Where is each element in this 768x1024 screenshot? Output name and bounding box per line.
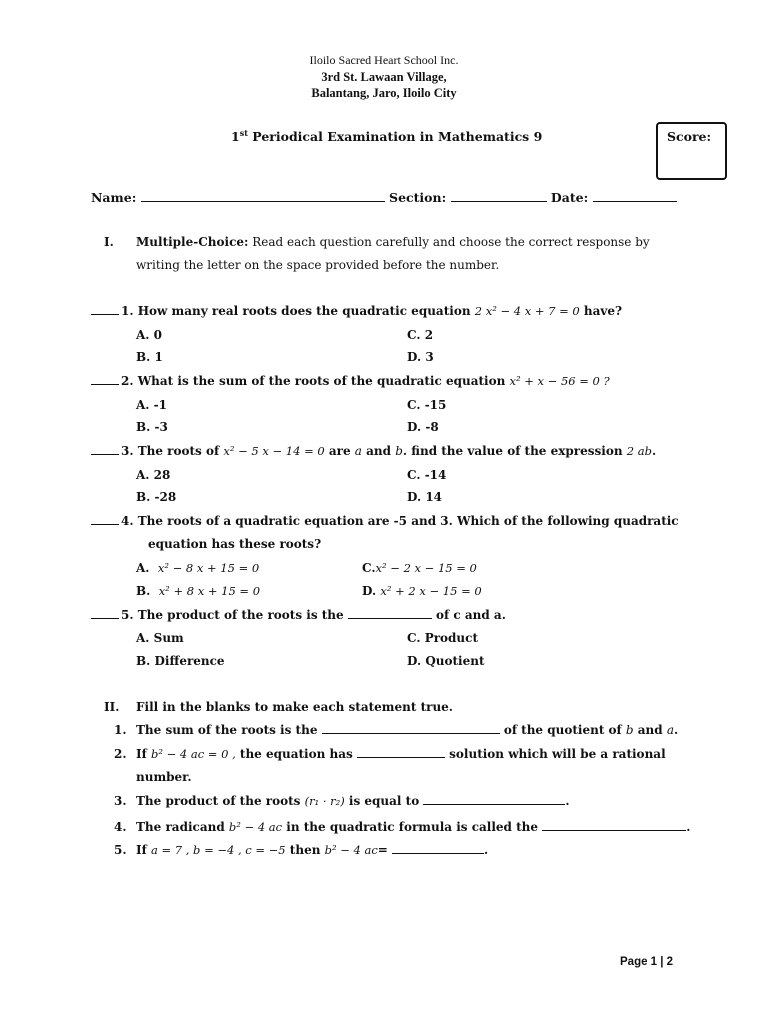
q1-option-d: D. 3	[407, 350, 434, 364]
q1-option-b: B. 1	[136, 350, 163, 364]
part2-heading: Fill in the blanks to make each statement true.	[136, 700, 453, 714]
fill-blank-2[interactable]	[357, 747, 445, 758]
fill-blank-3[interactable]	[423, 794, 565, 805]
question-2: 2. What is the sum of the roots of the quadratic equation x² + x − 56 = 0 ?	[91, 374, 610, 388]
q3-option-b: B. -28	[136, 490, 177, 504]
fill-blank-4[interactable]	[542, 820, 686, 831]
fill-blank-1[interactable]	[322, 723, 500, 734]
q1-option-a: A. 0	[136, 328, 163, 342]
q4-option-b: B. x² + 8 x + 15 = 0	[136, 584, 261, 598]
answer-blank-5[interactable]	[91, 608, 119, 619]
q5-option-a: A. Sum	[136, 631, 184, 645]
q5-option-b: B. Difference	[136, 654, 225, 668]
q2-option-a: A. -1	[136, 398, 167, 412]
question-5: 5. The product of the roots is the of c and a.	[91, 608, 506, 622]
q3-option-d: D. 14	[407, 490, 443, 504]
q4-option-d: D. x² + 2 x − 15 = 0	[362, 584, 482, 598]
date-label: Date:	[550, 190, 589, 205]
name-field[interactable]	[141, 191, 385, 202]
name-label: Name:	[91, 190, 137, 205]
q3-option-c: C. -14	[407, 468, 447, 482]
fill-item-4-number: 4.	[114, 820, 127, 834]
q4-option-a: A. x² − 8 x + 15 = 0	[136, 561, 260, 575]
fill-item-4: The radicand b² − 4 ac in the quadratic formula is called the .	[136, 820, 691, 834]
fill-item-2-line-2: number.	[136, 770, 192, 784]
address-line-2: Balantang, Jaro, Iloilo City	[311, 86, 457, 100]
answer-blank-2[interactable]	[91, 374, 119, 385]
exam-title: 1st Periodical Examination in Mathematics 9	[231, 128, 543, 145]
answer-blank-1[interactable]	[91, 304, 119, 315]
answer-blank-3[interactable]	[91, 444, 119, 455]
part1-instructions-2: writing the letter on the space provided before the number.	[136, 258, 500, 272]
fill-item-3-number: 3.	[114, 794, 127, 808]
date-field[interactable]	[593, 191, 677, 202]
fill-item-2-number: 2.	[114, 747, 127, 761]
score-box	[656, 122, 727, 180]
section-label: Section:	[389, 190, 447, 205]
part2-roman: II.	[104, 700, 120, 714]
score-label: Score:	[667, 129, 712, 144]
part1-roman: I.	[104, 235, 114, 249]
page-number: Page 1 | 2	[620, 956, 674, 968]
student-info-line	[91, 190, 677, 205]
question-1: 1. How many real roots does the quadratic equation 2 x² − 4 x + 7 = 0 have?	[91, 304, 622, 318]
question-4: 4. The roots of a quadratic equation are -5 and 3. Which of the following quadratic	[91, 514, 679, 528]
fill-item-1: The sum of the roots is the of the quotient of b and a.	[136, 723, 679, 737]
answer-blank-4[interactable]	[91, 514, 119, 525]
q4-option-c: C.x² − 2 x − 15 = 0	[362, 561, 477, 575]
question-3: 3. The roots of x² − 5 x − 14 = 0 are a and b. find the value of the expression 2 ab.	[91, 444, 656, 458]
question-4-line-2: equation has these roots?	[148, 537, 322, 551]
q5-option-d: D. Quotient	[407, 654, 485, 668]
school-name: Iloilo Sacred Heart School Inc.	[309, 53, 459, 67]
address-line-1: 3rd St. Lawaan Village,	[321, 70, 447, 84]
part1-instructions: Multiple-Choice: Read each question carefully and choose the correct response by	[136, 235, 650, 249]
fill-item-2: If b² − 4 ac = 0 , the equation has solution which will be a rational	[136, 747, 666, 761]
q2-option-b: B. -3	[136, 420, 168, 434]
section-field[interactable]	[451, 191, 547, 202]
q2-option-c: C. -15	[407, 398, 447, 412]
fill-item-3: The product of the roots (r₁ · r₂) is equal to .	[136, 794, 570, 808]
fill-blank-5[interactable]	[392, 843, 484, 854]
q2-option-d: D. -8	[407, 420, 439, 434]
fill-item-5: If a = 7 , b = −4 , c = −5 then b² − 4 ac= .	[136, 843, 489, 857]
q5-inline-blank[interactable]	[348, 608, 432, 619]
q3-option-a: A. 28	[136, 468, 171, 482]
q5-option-c: C. Product	[407, 631, 479, 645]
fill-item-1-number: 1.	[114, 723, 127, 737]
fill-item-5-number: 5.	[114, 843, 127, 857]
q1-option-c: C. 2	[407, 328, 434, 342]
